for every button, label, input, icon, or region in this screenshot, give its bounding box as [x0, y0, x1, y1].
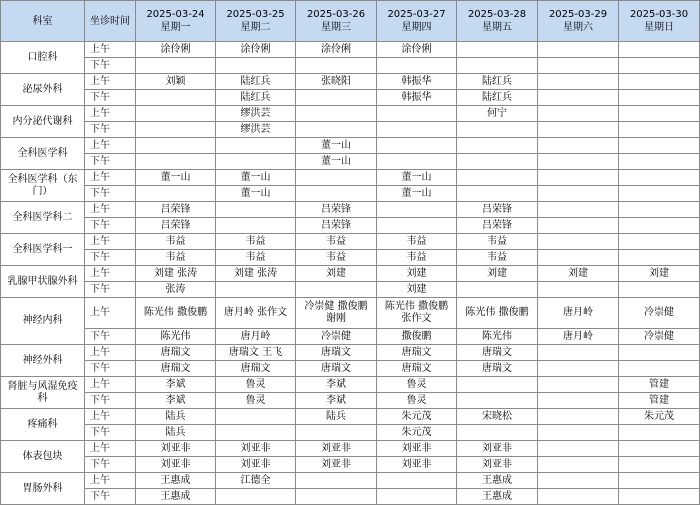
doctor-cell: 宋晓松: [457, 409, 538, 425]
doctor-cell: 唐瑞文: [136, 345, 216, 361]
day-header: [296, 1, 377, 42]
time-slot: 下午: [85, 58, 136, 74]
doctor-cell: [296, 90, 377, 106]
doctor-cell: 吕荣锋: [457, 202, 538, 218]
doctor-cell: 唐月岭: [216, 329, 296, 345]
doctor-cell: 吕荣锋: [296, 202, 377, 218]
doctor-cell: 王惠成: [136, 489, 216, 505]
dept-name: 全科医学科（东门）: [1, 170, 85, 202]
doctor-cell: 陆兵: [296, 409, 377, 425]
dept-name: 泌尿外科: [1, 74, 85, 106]
table-row: [1, 202, 700, 218]
doctor-cell: 缪洪芸: [216, 106, 296, 122]
doctor-cell: [538, 425, 619, 441]
time-slot: 下午: [85, 329, 136, 345]
doctor-cell: [296, 122, 377, 138]
doctor-cell: 陆红兵: [457, 74, 538, 90]
doctor-cell: [216, 138, 296, 154]
doctor-cell: [377, 58, 457, 74]
dept-name: 神经内科: [1, 298, 85, 345]
doctor-cell: 韦益: [377, 234, 457, 250]
doctor-cell: [457, 58, 538, 74]
doctor-cell: 鲁灵: [216, 377, 296, 393]
doctor-cell: [296, 425, 377, 441]
doctor-cell: 韦益: [136, 234, 216, 250]
doctor-cell: [136, 106, 216, 122]
time-slot: 下午: [85, 425, 136, 441]
doctor-cell: 董一山: [296, 154, 377, 170]
doctor-cell: [619, 345, 700, 361]
time-slot: 上午: [85, 441, 136, 457]
doctor-cell: 刘亚非: [296, 441, 377, 457]
time-slot: 下午: [85, 361, 136, 377]
doctor-cell: 韦益: [216, 234, 296, 250]
time-slot: 上午: [85, 473, 136, 489]
doctor-cell: 吕荣锋: [136, 202, 216, 218]
time-slot: 上午: [85, 170, 136, 186]
doctor-cell: 刘亚非: [216, 457, 296, 473]
table-row: [1, 425, 700, 441]
table-row: [1, 377, 700, 393]
doctor-cell: [619, 186, 700, 202]
time-slot: 下午: [85, 186, 136, 202]
doctor-cell: 刘亚非: [216, 441, 296, 457]
doctor-cell: [619, 441, 700, 457]
table-row: [1, 489, 700, 505]
doctor-cell: 陈光伟 撒俊鹏: [457, 298, 538, 329]
doctor-cell: 鲁灵: [216, 393, 296, 409]
doctor-cell: [619, 106, 700, 122]
doctor-cell: 冷崇健: [619, 298, 700, 329]
doctor-cell: [538, 441, 619, 457]
doctor-cell: [538, 202, 619, 218]
doctor-cell: 王惠成: [136, 473, 216, 489]
dept-name: 体表包块: [1, 441, 85, 473]
doctor-cell: 刘建: [538, 266, 619, 282]
doctor-cell: [538, 154, 619, 170]
doctor-cell: [538, 138, 619, 154]
doctor-cell: [538, 457, 619, 473]
dept-name: 神经外科: [1, 345, 85, 377]
doctor-cell: 陆红兵: [216, 74, 296, 90]
doctor-cell: 刘建: [377, 266, 457, 282]
table-row: [1, 393, 700, 409]
doctor-cell: [619, 234, 700, 250]
doctor-cell: [216, 489, 296, 505]
doctor-cell: 刘亚非: [377, 457, 457, 473]
table-row: [1, 282, 700, 298]
doctor-cell: 张晓阳: [296, 74, 377, 90]
doctor-cell: [619, 74, 700, 90]
day-header: [377, 1, 457, 42]
doctor-cell: [538, 58, 619, 74]
doctor-cell: [619, 154, 700, 170]
doctor-cell: [538, 489, 619, 505]
doctor-cell: 刘亚非: [457, 457, 538, 473]
doctor-cell: [538, 186, 619, 202]
doctor-cell: [619, 42, 700, 58]
doctor-cell: [136, 58, 216, 74]
doctor-cell: 唐月岭: [538, 298, 619, 329]
doctor-cell: 陈光伟 撒俊鹏 张作文: [377, 298, 457, 329]
doctor-cell: [457, 138, 538, 154]
doctor-cell: [457, 377, 538, 393]
doctor-cell: 韩振华: [377, 74, 457, 90]
table-row: [1, 138, 700, 154]
doctor-cell: [538, 393, 619, 409]
doctor-cell: [136, 154, 216, 170]
doctor-cell: [296, 170, 377, 186]
doctor-cell: 韦益: [377, 250, 457, 266]
doctor-cell: [457, 170, 538, 186]
doctor-cell: 刘建: [296, 266, 377, 282]
doctor-cell: [619, 489, 700, 505]
time-slot: 上午: [85, 377, 136, 393]
doctor-cell: [538, 90, 619, 106]
doctor-cell: [216, 425, 296, 441]
doctor-cell: [619, 250, 700, 266]
doctor-cell: [377, 106, 457, 122]
doctor-cell: 陆兵: [136, 425, 216, 441]
day-date: 2025-03-24: [146, 9, 205, 20]
doctor-cell: 董一山: [216, 170, 296, 186]
doctor-cell: 鲁灵: [377, 393, 457, 409]
table-row: [1, 234, 700, 250]
table-row: [1, 473, 700, 489]
table-row: [1, 345, 700, 361]
doctor-cell: 唐月岭: [538, 329, 619, 345]
dept-name: 乳腺甲状腺外科: [1, 266, 85, 298]
doctor-cell: [457, 122, 538, 138]
table-row: [1, 170, 700, 186]
doctor-cell: [216, 218, 296, 234]
day-weekday: 星期一: [160, 22, 191, 33]
doctor-cell: 唐瑞文: [216, 361, 296, 377]
day-date: 2025-03-30: [629, 9, 689, 20]
doctor-cell: 江德全: [216, 473, 296, 489]
doctor-cell: 朱元茂: [377, 425, 457, 441]
doctor-cell: 刘建 张涛: [216, 266, 296, 282]
doctor-cell: 鲁灵: [377, 377, 457, 393]
doctor-cell: 唐瑞文 王飞: [216, 345, 296, 361]
doctor-cell: 韦益: [136, 250, 216, 266]
doctor-cell: [136, 90, 216, 106]
doctor-cell: [457, 282, 538, 298]
day-weekday: 星期日: [644, 22, 674, 33]
time-slot: 下午: [85, 250, 136, 266]
day-date: 2025-03-29: [548, 9, 608, 20]
doctor-cell: 陈光伟: [457, 329, 538, 345]
day-header: [538, 1, 619, 42]
day-header: [136, 1, 216, 42]
dept-name: 全科医学科二: [1, 202, 85, 234]
doctor-cell: [619, 58, 700, 74]
time-slot: 上午: [85, 42, 136, 58]
doctor-cell: 缪洪芸: [216, 122, 296, 138]
doctor-cell: 冷崇健: [619, 329, 700, 345]
time-slot: 下午: [85, 218, 136, 234]
day-weekday: 星期六: [563, 22, 593, 33]
doctor-cell: [538, 345, 619, 361]
doctor-cell: [457, 186, 538, 202]
day-date: 2025-03-28: [467, 9, 527, 20]
doctor-cell: 刘建: [457, 266, 538, 282]
time-slot: 上午: [85, 266, 136, 282]
time-slot: 上午: [85, 138, 136, 154]
doctor-cell: 涂伶俐: [216, 42, 296, 58]
doctor-cell: [377, 154, 457, 170]
day-date: 2025-03-26: [306, 9, 366, 20]
day-header: [457, 1, 538, 42]
doctor-cell: 刘亚非: [136, 441, 216, 457]
doctor-cell: 陈光伟 撒俊鹏: [136, 298, 216, 329]
day-weekday: 星期五: [482, 22, 512, 33]
table-row: [1, 266, 700, 282]
doctor-cell: 李斌: [136, 393, 216, 409]
doctor-cell: 涂伶俐: [377, 42, 457, 58]
doctor-cell: 董一山: [377, 186, 457, 202]
doctor-cell: 冷崇健: [296, 329, 377, 345]
table-row: [1, 58, 700, 74]
day-weekday: 星期三: [321, 22, 351, 33]
doctor-cell: 刘亚非: [457, 441, 538, 457]
doctor-cell: 刘亚非: [296, 457, 377, 473]
doctor-cell: 吕荣锋: [296, 218, 377, 234]
doctor-cell: 李斌: [296, 377, 377, 393]
day-weekday: 星期二: [240, 22, 271, 33]
doctor-cell: [619, 90, 700, 106]
doctor-cell: [538, 74, 619, 90]
time-slot: 上午: [85, 74, 136, 90]
dept-name: 肾脏与风湿免疫科: [1, 377, 85, 409]
doctor-cell: [538, 106, 619, 122]
doctor-cell: 唐瑞文: [457, 345, 538, 361]
doctor-cell: [296, 186, 377, 202]
doctor-cell: 韦益: [457, 234, 538, 250]
doctor-cell: [296, 106, 377, 122]
doctor-cell: 朱元茂: [377, 409, 457, 425]
doctor-cell: [216, 202, 296, 218]
doctor-cell: [538, 250, 619, 266]
doctor-cell: [377, 122, 457, 138]
doctor-cell: 刘亚非: [136, 457, 216, 473]
doctor-cell: [538, 473, 619, 489]
doctor-cell: [538, 377, 619, 393]
doctor-cell: [377, 138, 457, 154]
time-slot: 下午: [85, 154, 136, 170]
table-row: [1, 74, 700, 90]
table-row: [1, 154, 700, 170]
doctor-cell: 唐瑞文: [136, 361, 216, 377]
doctor-cell: 唐瑞文: [457, 361, 538, 377]
doctor-cell: [538, 282, 619, 298]
doctor-cell: [377, 473, 457, 489]
doctor-cell: [216, 58, 296, 74]
day-date: 2025-03-27: [387, 9, 446, 20]
table-row: [1, 441, 700, 457]
doctor-cell: 刘建 张涛: [136, 266, 216, 282]
doctor-cell: 董一山: [136, 170, 216, 186]
time-slot: 下午: [85, 122, 136, 138]
time-slot: 下午: [85, 457, 136, 473]
doctor-cell: 董一山: [296, 138, 377, 154]
time-slot: 上午: [85, 234, 136, 250]
doctor-cell: 王惠成: [457, 473, 538, 489]
doctor-cell: [619, 202, 700, 218]
doctor-cell: 唐瑞文: [296, 345, 377, 361]
doctor-cell: [619, 282, 700, 298]
doctor-cell: [619, 218, 700, 234]
doctor-cell: 管建: [619, 393, 700, 409]
doctor-cell: 陈光伟: [136, 329, 216, 345]
time-slot: 下午: [85, 282, 136, 298]
time-slot: 下午: [85, 90, 136, 106]
doctor-cell: 董一山: [377, 170, 457, 186]
doctor-cell: [457, 393, 538, 409]
doctor-cell: [216, 154, 296, 170]
doctor-cell: [136, 122, 216, 138]
time-slot: 下午: [85, 393, 136, 409]
dept-name: 疼痛科: [1, 409, 85, 441]
doctor-cell: 陆兵: [136, 409, 216, 425]
doctor-cell: [216, 409, 296, 425]
time-slot: 上午: [85, 106, 136, 122]
doctor-cell: [377, 489, 457, 505]
doctor-cell: [538, 361, 619, 377]
doctor-cell: 李斌: [296, 393, 377, 409]
doctor-cell: 韦益: [296, 250, 377, 266]
table-row: [1, 42, 700, 58]
time-slot: 上午: [85, 298, 136, 329]
doctor-cell: [457, 425, 538, 441]
doctor-cell: 韩振华: [377, 90, 457, 106]
dept-name: 口腔科: [1, 42, 85, 74]
doctor-cell: 撒俊鹏: [377, 329, 457, 345]
doctor-cell: 刘建: [619, 266, 700, 282]
doctor-cell: 李斌: [136, 377, 216, 393]
schedule-body: [1, 1, 700, 505]
dept-name: 全科医学科: [1, 138, 85, 170]
doctor-cell: [296, 473, 377, 489]
doctor-cell: 韦益: [296, 234, 377, 250]
time-slot: 上午: [85, 202, 136, 218]
doctor-cell: 唐月岭 张作文: [216, 298, 296, 329]
doctor-cell: [538, 234, 619, 250]
doctor-cell: [619, 473, 700, 489]
doctor-cell: 吕荣锋: [136, 218, 216, 234]
doctor-cell: [457, 154, 538, 170]
doctor-cell: [377, 202, 457, 218]
doctor-cell: [619, 457, 700, 473]
doctor-cell: [538, 170, 619, 186]
table-row: [1, 250, 700, 266]
doctor-cell: 刘建: [377, 282, 457, 298]
table-row: [1, 298, 700, 329]
doctor-cell: [538, 122, 619, 138]
doctor-cell: 张涛: [136, 282, 216, 298]
doctor-cell: 何宁: [457, 106, 538, 122]
time-slot: 上午: [85, 345, 136, 361]
table-row: [1, 106, 700, 122]
table-row: [1, 457, 700, 473]
doctor-cell: 王惠成: [457, 489, 538, 505]
doctor-cell: [136, 186, 216, 202]
doctor-cell: 唐瑞文: [377, 361, 457, 377]
doctor-cell: 冷崇健 撒俊鹏 谢刚: [296, 298, 377, 329]
doctor-cell: 刘颖: [136, 74, 216, 90]
doctor-cell: [457, 42, 538, 58]
doctor-cell: [619, 138, 700, 154]
doctor-cell: [619, 361, 700, 377]
doctor-cell: 陆红兵: [457, 90, 538, 106]
day-date: 2025-03-25: [226, 9, 285, 20]
doctor-cell: 涂伶俐: [296, 42, 377, 58]
doctor-cell: 董一山: [216, 186, 296, 202]
doctor-cell: [136, 138, 216, 154]
day-header: [619, 1, 700, 42]
doctor-cell: [296, 489, 377, 505]
doctor-cell: [619, 425, 700, 441]
doctor-cell: 涂伶俐: [136, 42, 216, 58]
doctor-cell: [377, 218, 457, 234]
doctor-cell: 唐瑞文: [296, 361, 377, 377]
doctor-cell: 朱元茂: [619, 409, 700, 425]
table-row: [1, 361, 700, 377]
doctor-cell: [619, 122, 700, 138]
dept-name: 全科医学科一: [1, 234, 85, 266]
dept-name: 内分泌代谢科: [1, 106, 85, 138]
table-row: [1, 90, 700, 106]
header-row: [1, 1, 700, 42]
doctor-cell: 刘亚非: [377, 441, 457, 457]
doctor-cell: [538, 42, 619, 58]
time-slot: 上午: [85, 409, 136, 425]
table-row: [1, 186, 700, 202]
doctor-cell: 管建: [619, 377, 700, 393]
doctor-cell: [538, 409, 619, 425]
doctor-cell: [296, 282, 377, 298]
doctor-cell: 唐瑞文: [377, 345, 457, 361]
dept-header: 科室: [1, 1, 85, 42]
table-row: [1, 122, 700, 138]
day-weekday: 星期四: [401, 22, 432, 33]
doctor-cell: 陆红兵: [216, 90, 296, 106]
doctor-cell: 韦益: [457, 250, 538, 266]
doctor-cell: [538, 218, 619, 234]
time-slot: 下午: [85, 489, 136, 505]
doctor-cell: 吕荣锋: [457, 218, 538, 234]
table-row: [1, 329, 700, 345]
time-header: 坐诊时间: [85, 1, 136, 42]
table-row: [1, 218, 700, 234]
doctor-cell: [296, 58, 377, 74]
doctor-cell: [619, 170, 700, 186]
doctor-cell: 韦益: [216, 250, 296, 266]
doctor-cell: [216, 282, 296, 298]
dept-name: 胃肠外科: [1, 473, 85, 505]
table-row: [1, 409, 700, 425]
day-header: [216, 1, 296, 42]
